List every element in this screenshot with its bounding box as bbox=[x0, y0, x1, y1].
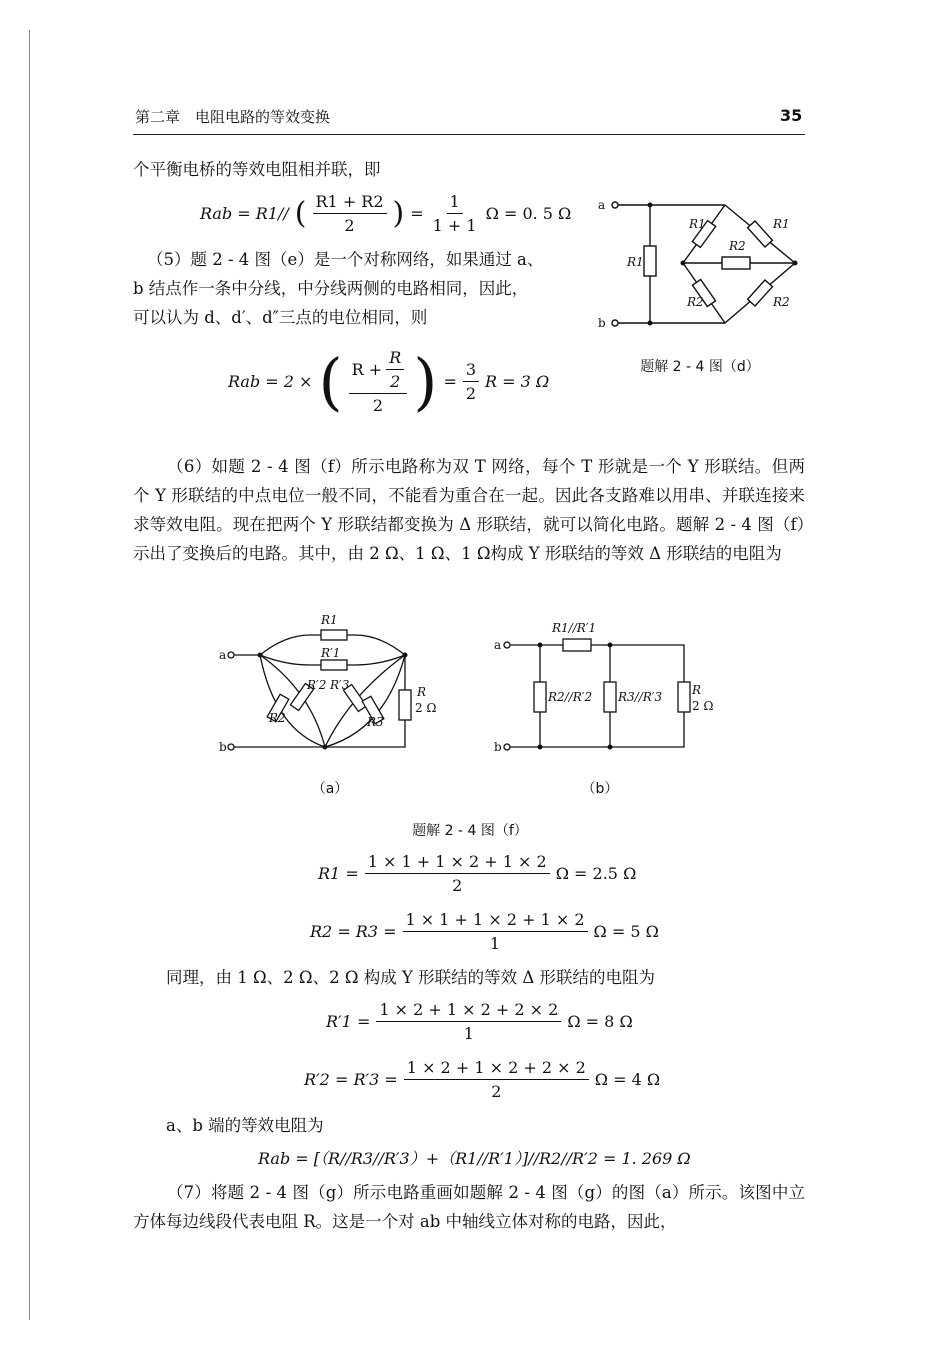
fig-fa-terminal-b: b bbox=[219, 740, 227, 754]
figure-f-a-double-t bbox=[215, 610, 455, 760]
figure-d-bridge bbox=[595, 188, 810, 336]
fig-fb-terminal-b: b bbox=[494, 740, 502, 754]
formula-r2-r3: R2 = R3 = $\frac{1 \times 1 + 1 \times 2 + 1 \times 2}{1}$ Ω = 5 Ω bbox=[310, 910, 659, 953]
fig-d-label: R2 bbox=[687, 295, 704, 309]
paragraph-7: （7）将题 2 - 4 图（g）所示电路重画如题解 2 - 4 图（g）的图（a）所示。该图中立方体每边线段代表电阻 R。这是一个对 ab 中轴线立体对称的电路，因此， bbox=[133, 1183, 805, 1231]
formula-r1-prime: R′1 = $\frac{1 \times 2 + 1 \times 2 + 2 \times 2}{1}$ Ω = 8 Ω bbox=[326, 1000, 633, 1043]
fig-fa-label: R1 bbox=[321, 613, 338, 627]
fig-fb-terminal-a: a bbox=[494, 638, 502, 652]
header-rule bbox=[133, 134, 805, 135]
paragraph-ab-equivalent: a、b 端的等效电阻为 bbox=[166, 1116, 324, 1135]
figure-f-a-label: （a） bbox=[311, 781, 349, 797]
page-number: 35 bbox=[780, 106, 803, 125]
fig-d-label: R1 bbox=[627, 255, 644, 269]
figure-f-b-label: （b） bbox=[581, 781, 619, 797]
fig-d-label: R2 bbox=[729, 239, 746, 253]
paragraph-likewise: 同理，由 1 Ω、2 Ω、2 Ω 构成 Y 形联结的等效 Δ 形联结的电阻为 bbox=[166, 968, 656, 987]
fig-fb-label: R bbox=[692, 683, 702, 697]
fig-d-label: R1 bbox=[773, 217, 790, 231]
formula-rab-bridge: Rab = R1// ( $\frac{R1 + R2}{2}$ ) = $\frac{1}{1 + 1}$ Ω = 0. 5 Ω bbox=[200, 192, 572, 235]
chapter-header: 第二章 电阻电路的等效变换 bbox=[135, 108, 331, 126]
fig-fb-label: R3//R′3 bbox=[618, 690, 663, 704]
formula-r1: R1 = $\frac{1 \times 1 + 1 \times 2 + 1 \times 2}{2}$ Ω = 2.5 Ω bbox=[318, 852, 637, 895]
formula-r2-r3-prime: R′2 = R′3 = $\frac{1 \times 2 + 1 \times 2 + 2 \times 2}{2}$ Ω = 4 Ω bbox=[304, 1058, 661, 1101]
paragraph-intro: 个平衡电桥的等效电阻相并联，即 bbox=[133, 160, 381, 179]
fig-fa-label: R′1 bbox=[321, 646, 341, 660]
fig-d-terminal-b: b bbox=[598, 316, 606, 330]
paragraph-5-line-1: （5）题 2 - 4 图（e）是一个对称网络，如果通过 a、 bbox=[147, 250, 544, 269]
formula-lhs: Rab = R1// bbox=[200, 204, 289, 223]
fig-fa-label: R bbox=[417, 685, 427, 699]
formula-rab-symmetric: Rab = 2 × ( R + $\frac{R}{2}$ 2 ) = $\frac{3}{2}$ R = 3 Ω bbox=[228, 344, 550, 418]
fig-fa-terminal-a: a bbox=[219, 648, 227, 662]
fig-fa-label: R′3 bbox=[330, 678, 350, 692]
paragraph-5-line-2: b 结点作一条中分线，中分线两侧的电路相同，因此， bbox=[133, 279, 529, 298]
fig-d-label: R2 bbox=[773, 295, 790, 309]
figure-f-b-simplified bbox=[488, 610, 733, 760]
figure-d-caption: 题解 2 - 4 图（d） bbox=[640, 359, 760, 375]
binding-line bbox=[29, 30, 30, 1320]
fig-d-terminal-a: a bbox=[598, 198, 606, 212]
fig-fa-label: R2 bbox=[269, 711, 286, 725]
fig-fa-label: 2 Ω bbox=[415, 701, 437, 715]
fig-fb-label: R2//R′2 bbox=[548, 690, 593, 704]
fig-fa-label: R′2 bbox=[307, 678, 327, 692]
fig-fb-label: 2 Ω bbox=[692, 699, 714, 713]
formula-rab-final: Rab = [（R//R3//R′3）+（R1//R′1）]//R2//R′2 = 1. 269 Ω bbox=[258, 1149, 691, 1168]
paragraph-5-line-3: 可以认为 d、d′、d″三点的电位相同，则 bbox=[133, 308, 428, 327]
fig-fb-label: R1//R′1 bbox=[552, 621, 597, 635]
fig-d-label: R1 bbox=[689, 217, 706, 231]
paragraph-6: （6）如题 2 - 4 图（f）所示电路称为双 T 网络，每个 T 形就是一个 Y 形联结。但两个 Y 形联结的中点电位一般不同，不能看为重合在一起。因此各支路难以用串、并联连接来求等效电阻。现在把两个 Y 形联结都变换为 Δ 形联结，就可以简化电路。题解 2 - 4 图（f）示出了变换后的电路。其中，由 2 Ω、1 Ω、1 Ω构成 Y 形联结的等效 Δ 形联结的电阻为 bbox=[133, 457, 805, 563]
figure-f-caption: 题解 2 - 4 图（f） bbox=[412, 823, 528, 839]
fig-fa-label: R3 bbox=[367, 715, 384, 729]
